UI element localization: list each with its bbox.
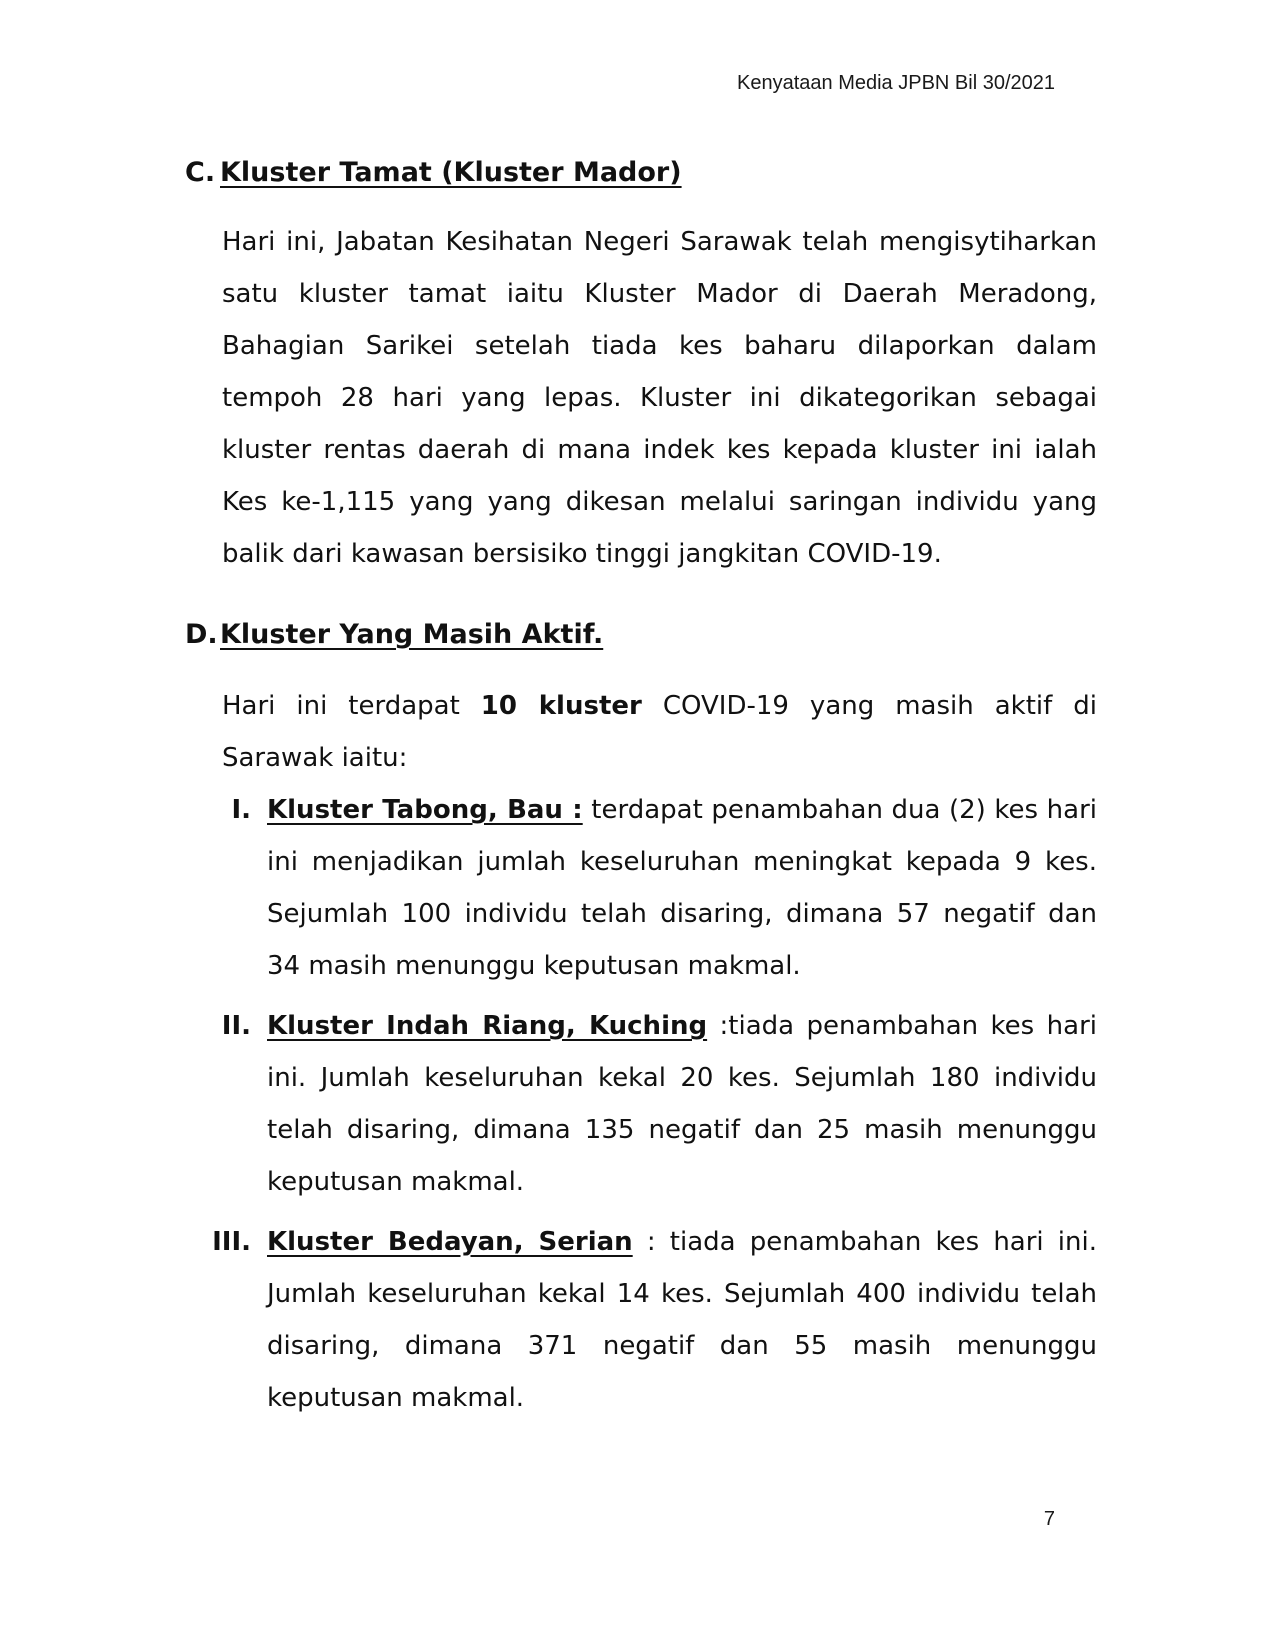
cluster-item-number: I. bbox=[231, 795, 251, 825]
section-d-intro-before: Hari ini terdapat bbox=[222, 691, 481, 721]
section-d-title: Kluster Yang Masih Aktif. bbox=[220, 619, 604, 650]
cluster-item-text: terdapat penambahan dua (2) kes hari ini menjadikan jumlah keseluruhan meningkat kepada 9 kes. Sejumlah 100 individu telah disaring, dimana 57 negatif dan 34 masih menunggu keputusan makmal. bbox=[267, 795, 1097, 981]
section-d-letter: D. bbox=[185, 619, 218, 650]
running-header: Kenyataan Media JPBN Bil 30/2021 bbox=[737, 72, 1055, 94]
cluster-item-number: II. bbox=[221, 1011, 251, 1041]
cluster-item-body bbox=[267, 1216, 1097, 1424]
section-c-paragraph: Hari ini, Jabatan Kesihatan Negeri Sarawak telah mengisytiharkan satu kluster tamat iaitu Kluster Mador di Daerah Meradong, Bahagian Sarikei setelah tiada kes baharu dilaporkan dalam tempoh 28 hari yang lepas. Kluster ini dikategorikan sebagai kluster rentas daerah di mana indek kes kepada kluster ini ialah Kes ke-1,115 yang yang dikesan melalui saringan individu yang balik dari kawasan bersisiko tinggi jangkitan COVID-19. bbox=[222, 227, 1097, 569]
cluster-item-body bbox=[267, 1000, 1097, 1208]
section-d-heading bbox=[185, 617, 603, 653]
cluster-item-number: III. bbox=[212, 1227, 251, 1257]
cluster-item-name: Kluster Indah Riang, Kuching bbox=[267, 1011, 708, 1041]
section-d-intro-bold: 10 kluster bbox=[480, 691, 642, 721]
section-c-letter: C. bbox=[185, 157, 216, 188]
section-d-intro bbox=[222, 680, 1097, 784]
cluster-item-body bbox=[267, 784, 1097, 992]
cluster-item-name: Kluster Bedayan, Serian bbox=[267, 1227, 633, 1257]
page-number: 7 bbox=[1043, 1508, 1055, 1530]
section-c-heading bbox=[185, 155, 682, 191]
section-d-intro-after: COVID-19 yang masih aktif di Sarawak iaitu: bbox=[222, 691, 1098, 773]
cluster-item-text: :tiada penambahan kes hari ini. Jumlah keseluruhan kekal 20 kes. Sejumlah 180 individu telah disaring, dimana 135 negatif dan 25 masih menunggu keputusan makmal. bbox=[267, 1011, 1097, 1197]
section-c-title: Kluster Tamat (Kluster Mador) bbox=[220, 157, 682, 188]
cluster-item-name: Kluster Tabong, Bau : bbox=[267, 795, 583, 825]
cluster-item-text: : tiada penambahan kes hari ini. Jumlah keseluruhan kekal 14 kes. Sejumlah 400 individu telah disaring, dimana 371 negatif dan 55 masih menunggu keputusan makmal. bbox=[267, 1227, 1097, 1413]
